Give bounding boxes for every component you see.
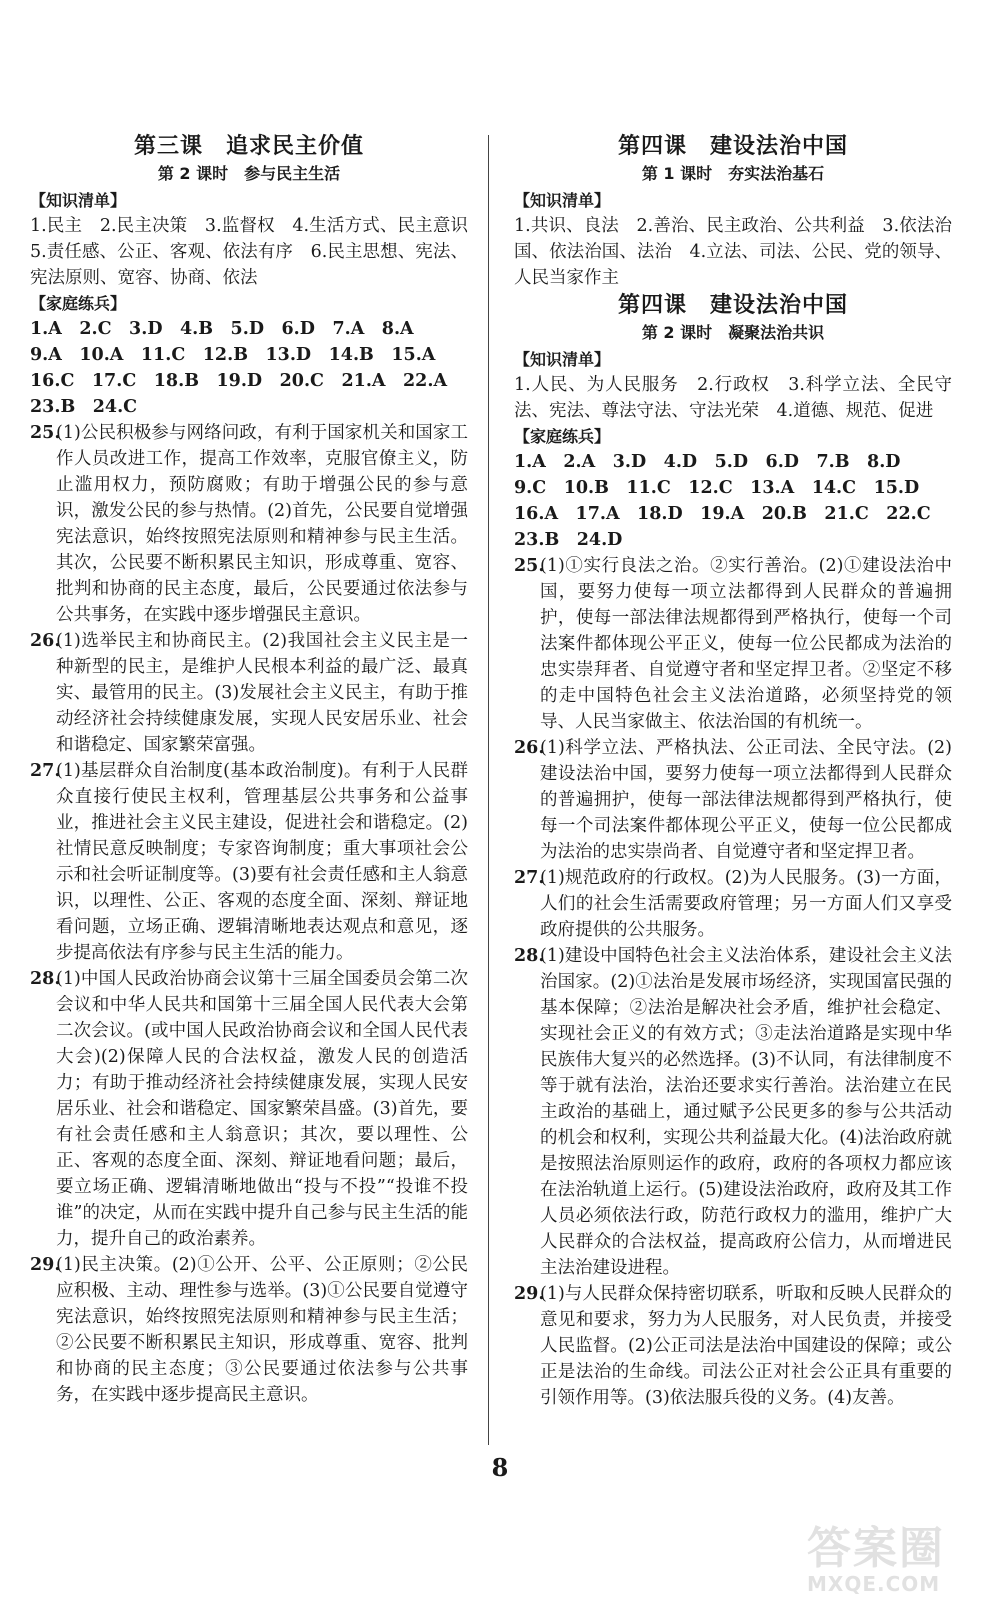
answer-text: (1)民主决策。(2)①公开、公平、公正原则；②公民应积极、主动、理性参与选举。(3)①公民要自觉遵守宪法意识，始终按照宪法原则和精神参与民主生活；②公民要不断积累民主知识，形成尊重、宽容、批判和协商的民主态度；③公民要通过依法参与公共事务，在实践中逐步提高民主意识。: [56, 1255, 468, 1405]
answer-number: 27.: [514, 868, 545, 888]
answer-item: [514, 943, 952, 1281]
choice-answers: [514, 449, 952, 553]
lesson-title: 第三课 追求民主价值: [133, 134, 364, 159]
choice-row: 9.A 10.A 11.C 12.B 13.D 14.B 15.A: [30, 345, 436, 365]
answer-number: 28.: [30, 969, 61, 989]
answer-text: (1)基层群众自治制度(基本政治制度)。有利于人民群众直接行使民主权利，管理基层公共事务和公益事业，推进社会主义民主建设，促进社会和谐稳定。(2)社情民意反映制度；专家咨询制度；重大事项社会公示和社会听证制度等。(3)要有社会责任感和主人翁意识，以理性、公正、客观的态度全面、深刻、辩证地看问题，立场正确、逻辑清晰地表达观点和意见，逐步提高依法有序参与民主生活的能力。: [56, 761, 468, 963]
answer-text: (1)公民积极参与网络问政，有利于国家机关和国家工作人员改进工作，提高工作效率，克服官僚主义，防止滥用权力，预防腐败；有助于增强公民的参与意识，激发公民的参与热情。(2)首先，公民要自觉增强宪法意识，始终按照宪法原则和精神参与民主生活。其次，公民要不断积累民主知识，形成尊重、宽容、批判和协商的民主态度，最后，公民要通过依法参与公共事务，在实践中逐步增强民主意识。: [56, 423, 468, 625]
choice-answers: [30, 316, 468, 420]
answer-item: [30, 420, 468, 628]
watermark-url: MXQE.COM: [807, 1572, 941, 1596]
choice-row: 9.C 10.B 11.C 12.C 13.A 14.C 15.D: [514, 478, 920, 498]
page-number: 8: [491, 1453, 509, 1482]
answer-number: 27.: [30, 761, 61, 781]
knowledge-list-text: 1.人民、为人民服务 2.行政权 3.科学立法、全民守法、宪法、尊法守法、守法光荣 4.道德、规范、促进: [514, 375, 952, 421]
answer-number: 25.: [514, 556, 545, 576]
answer-text: (1)①实行良法之治。②实行善治。(2)①建设法治中国，要努力使每一项立法都得到人民群众的普遍拥护，使每一部法律法规都得到严格执行，使每一个司法案件都体现公平正义，使每一位公民都成为法治的忠实崇拜者、自觉遵守者和坚定捍卫者。②坚定不移的走中国特色社会主义法治道路，必须坚持党的领导、人民当家做主、依法治国的有机统一。: [540, 556, 952, 732]
lesson-subtitle: 第 2 课时 参与民主生活: [157, 164, 341, 183]
left-column: [30, 132, 486, 1408]
choice-row: 1.A 2.A 3.D 4.D 5.D 6.D 7.B 8.D: [514, 452, 901, 472]
knowledge-list-text: 1.民主 2.民主决策 3.监督权 4.生活方式、民主意识 5.责任感、公正、客观、依法有序 6.民主思想、宪法、宪法原则、宽容、协商、依法: [30, 216, 486, 288]
column-divider: [488, 135, 489, 1445]
answer-text: (1)科学立法、严格执法、公正司法、全民守法。(2)建设法治中国，要努力使每一项立法都得到人民群众的普遍拥护，使每一部法律法规都得到严格执行，使每一个司法案件都体现公平正义，使每一位公民都成为法治的忠实崇尚者、自觉遵守者和坚定捍卫者。: [540, 738, 952, 862]
answer-number: 28.: [514, 946, 545, 966]
answer-item: [514, 865, 952, 943]
answer-item: [514, 735, 952, 865]
answer-item: [30, 628, 468, 758]
choice-row: 16.C 17.C 18.B 19.D 20.C 21.A 22.A: [30, 371, 448, 391]
answer-item: [30, 758, 468, 966]
answer-text: (1)中国人民政治协商会议第十三届全国委员会第二次会议和中华人民共和国第十三届全国人民代表大会第二次会议。(或中国人民政治协商会议和全国人民代表大会)(2)保障人民的合法权益，激发人民的创造活力；有助于推动经济社会持续健康发展，实现人民安居乐业、社会和谐稳定、国家繁荣昌盛。(3)首先，要有社会责任感和主人翁意识；其次，要以理性、公正、客观的态度全面、深刻、辩证地看问题；最后，要立场正确、逻辑清晰地做出“投与不投”“投谁不投谁”的决定，从而在实践中提升自己参与民主生活的能力，提升自己的政治素养。: [56, 969, 468, 1249]
lesson-subtitle: 第 2 课时 凝聚法治共识: [641, 323, 825, 342]
answer-item: [30, 1252, 468, 1408]
answer-number: 29.: [514, 1284, 545, 1304]
answer-item: [514, 553, 952, 735]
answer-text: (1)选举民主和协商民主。(2)我国社会主义民主是一种新型的民主，是维护人民根本利益的最广泛、最真实、最管用的民主。(3)发展社会主义民主，有助于推动经济社会持续健康发展，实现人民安居乐业、社会和谐稳定、国家繁荣富强。: [56, 631, 468, 755]
home-practice-label: 【家庭练兵】: [30, 294, 127, 313]
home-practice-label: 【家庭练兵】: [514, 427, 611, 446]
knowledge-list-label: 【知识清单】: [30, 191, 127, 210]
lesson-subtitle: 第 1 课时 夯实法治基石: [641, 164, 825, 183]
lesson-title: 第四课 建设法治中国: [617, 293, 848, 318]
lesson-title: 第四课 建设法治中国: [617, 134, 848, 159]
knowledge-list-label: 【知识清单】: [514, 350, 611, 369]
answer-text: (1)与人民群众保持密切联系，听取和反映人民群众的意见和要求，努力为人民服务，对人民负责，并接受人民监督。(2)公正司法是法治中国建设的保障；或公正是法治的生命线。司法公正对社会公正具有重要的引领作用等。(3)依法服兵役的义务。(4)友善。: [540, 1284, 952, 1408]
answer-number: 26.: [30, 631, 61, 651]
answer-text: (1)建设中国特色社会主义法治体系，建设社会主义法治国家。(2)①法治是发展市场经济，实现国富民强的基本保障；②法治是解决社会矛盾，维护社会稳定、实现社会正义的有效方式；③走法治道路是实现中华民族伟大复兴的必然选择。(3)不认同，有法律制度不等于就有法治，法治还要求实行善治。法治建立在民主政治的基础上，通过赋予公民更多的参与公共活动的机会和权利，实现公共利益最大化。(4)法治政府就是按照法治原则运作的政府，政府的各项权力都应该在法治轨道上运行。(5)建设法治政府，政府及其工作人员必须依法行政，防范行政权力的滥用，维护广大人民群众的合法权益，提高政府公信力，从而增进民主法治建设进程。: [540, 946, 952, 1278]
choice-row: 23.B 24.C: [30, 397, 138, 417]
answer-number: 25.: [30, 423, 61, 443]
answer-item: [514, 1281, 952, 1411]
answer-number: 29.: [30, 1255, 61, 1275]
choice-row: 23.B 24.D: [514, 530, 623, 550]
watermark-logo: 答案圈: [807, 1523, 945, 1574]
right-column: [514, 132, 952, 1411]
knowledge-list-label: 【知识清单】: [514, 191, 611, 210]
choice-row: 1.A 2.C 3.D 4.B 5.D 6.D 7.A 8.A: [30, 319, 414, 339]
watermark: [807, 1512, 982, 1594]
choice-row: 16.A 17.A 18.D 19.A 20.B 21.C 22.C: [514, 504, 931, 524]
answer-text: (1)规范政府的行政权。(2)为人民服务。(3)一方面，人们的社会生活需要政府管理；另一方面人们又享受政府提供的公共服务。: [540, 868, 952, 940]
answer-number: 26.: [514, 738, 545, 758]
answer-item: [30, 966, 468, 1252]
knowledge-list-text: 1.共识、良法 2.善治、民主政治、公共利益 3.依法治国、依法治国、法治 4.立法、司法、公民、党的领导、人民当家作主: [514, 216, 952, 288]
